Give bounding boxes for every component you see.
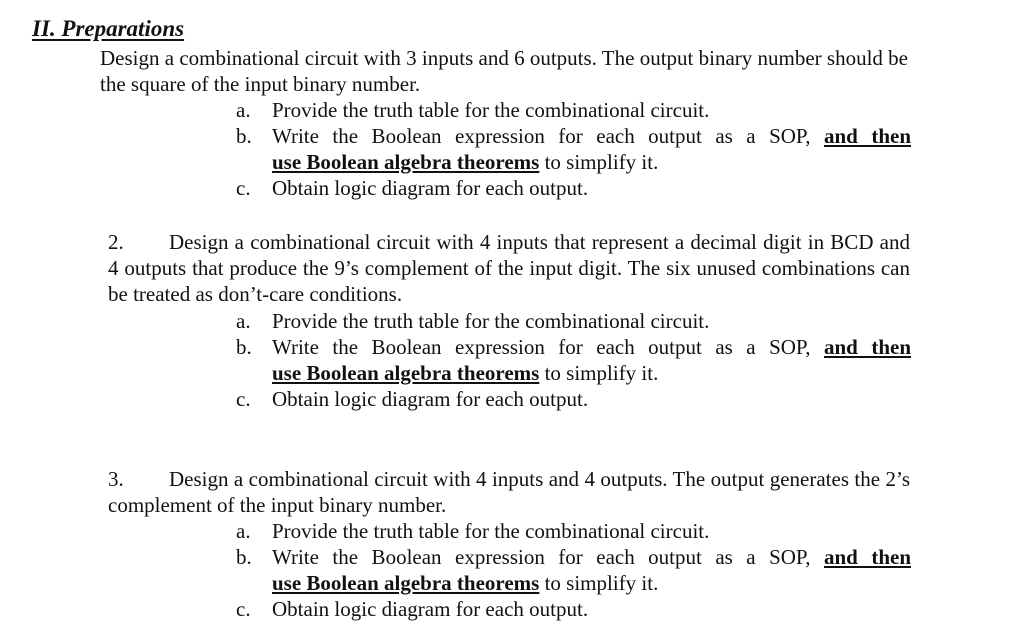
subitem-a bbox=[236, 97, 911, 123]
subitem-text: Write the Boolean expression for each output as a SOP, bbox=[272, 545, 824, 569]
emphasis-and-then: and then bbox=[824, 124, 912, 148]
problem-2-text bbox=[108, 229, 910, 307]
subitem-text: Provide the truth table for the combinational circuit. bbox=[272, 309, 710, 333]
problem-3-text bbox=[108, 466, 910, 518]
subitem-c bbox=[236, 596, 911, 622]
problem-1-text: Design a combinational circuit with 3 inputs and 6 outputs. The output binary number should be the square of the input binary number. bbox=[100, 46, 908, 96]
subitem-b bbox=[236, 544, 911, 596]
emphasis-and-then: and then bbox=[824, 335, 912, 359]
subitem-c bbox=[236, 175, 911, 201]
subitem-text-end: to simplify it. bbox=[539, 150, 659, 174]
subitem-b bbox=[236, 334, 911, 386]
subitem-label: c. bbox=[236, 387, 251, 411]
section-heading: II. Preparations bbox=[32, 16, 185, 41]
subitem-b bbox=[236, 123, 911, 175]
emphasis-and-then: and then bbox=[824, 545, 912, 569]
subitem-text: Obtain logic diagram for each output. bbox=[272, 176, 589, 200]
subitem-a bbox=[236, 518, 911, 544]
subitem-label: a. bbox=[236, 309, 251, 333]
emphasis-boolean-theorems: use Boolean algebra theorems bbox=[272, 361, 540, 385]
subitem-label: b. bbox=[236, 124, 252, 148]
problem-1-subitems bbox=[236, 97, 911, 201]
subitem-text: Provide the truth table for the combinational circuit. bbox=[272, 519, 710, 543]
emphasis-boolean-theorems: use Boolean algebra theorems bbox=[272, 150, 540, 174]
problem-body: Design a combinational circuit with 4 inputs and 4 outputs. The output generates the 2’s complement of the input binary number. bbox=[108, 467, 910, 517]
emphasis-boolean-theorems: use Boolean algebra theorems bbox=[272, 571, 540, 595]
subitem-c bbox=[236, 386, 911, 412]
subitem-text: Obtain logic diagram for each output. bbox=[272, 597, 589, 621]
problem-number: 3. bbox=[108, 467, 124, 491]
subitem-label: b. bbox=[236, 335, 252, 359]
subitem-label: c. bbox=[236, 176, 251, 200]
subitem-text: Obtain logic diagram for each output. bbox=[272, 387, 589, 411]
problem-body: Design a combinational circuit with 4 inputs that represent a decimal digit in BCD and 4 outputs that produce the 9’s complement of the input digit. The six unused combinations can be treated as don’t-care conditions. bbox=[108, 230, 910, 306]
subitem-text: Write the Boolean expression for each output as a SOP, bbox=[272, 124, 824, 148]
subitem-label: a. bbox=[236, 98, 251, 122]
subitem-label: b. bbox=[236, 545, 252, 569]
subitem-label: a. bbox=[236, 519, 251, 543]
subitem-text: Write the Boolean expression for each output as a SOP, bbox=[272, 335, 824, 359]
subitem-label: c. bbox=[236, 597, 251, 621]
subitem-text-end: to simplify it. bbox=[539, 361, 659, 385]
subitem-text-end: to simplify it. bbox=[539, 571, 659, 595]
problem-number: 2. bbox=[108, 230, 124, 254]
problem-2-subitems bbox=[236, 308, 911, 412]
problem-3-subitems bbox=[236, 518, 911, 622]
subitem-text: Provide the truth table for the combinational circuit. bbox=[272, 98, 710, 122]
subitem-a bbox=[236, 308, 911, 334]
